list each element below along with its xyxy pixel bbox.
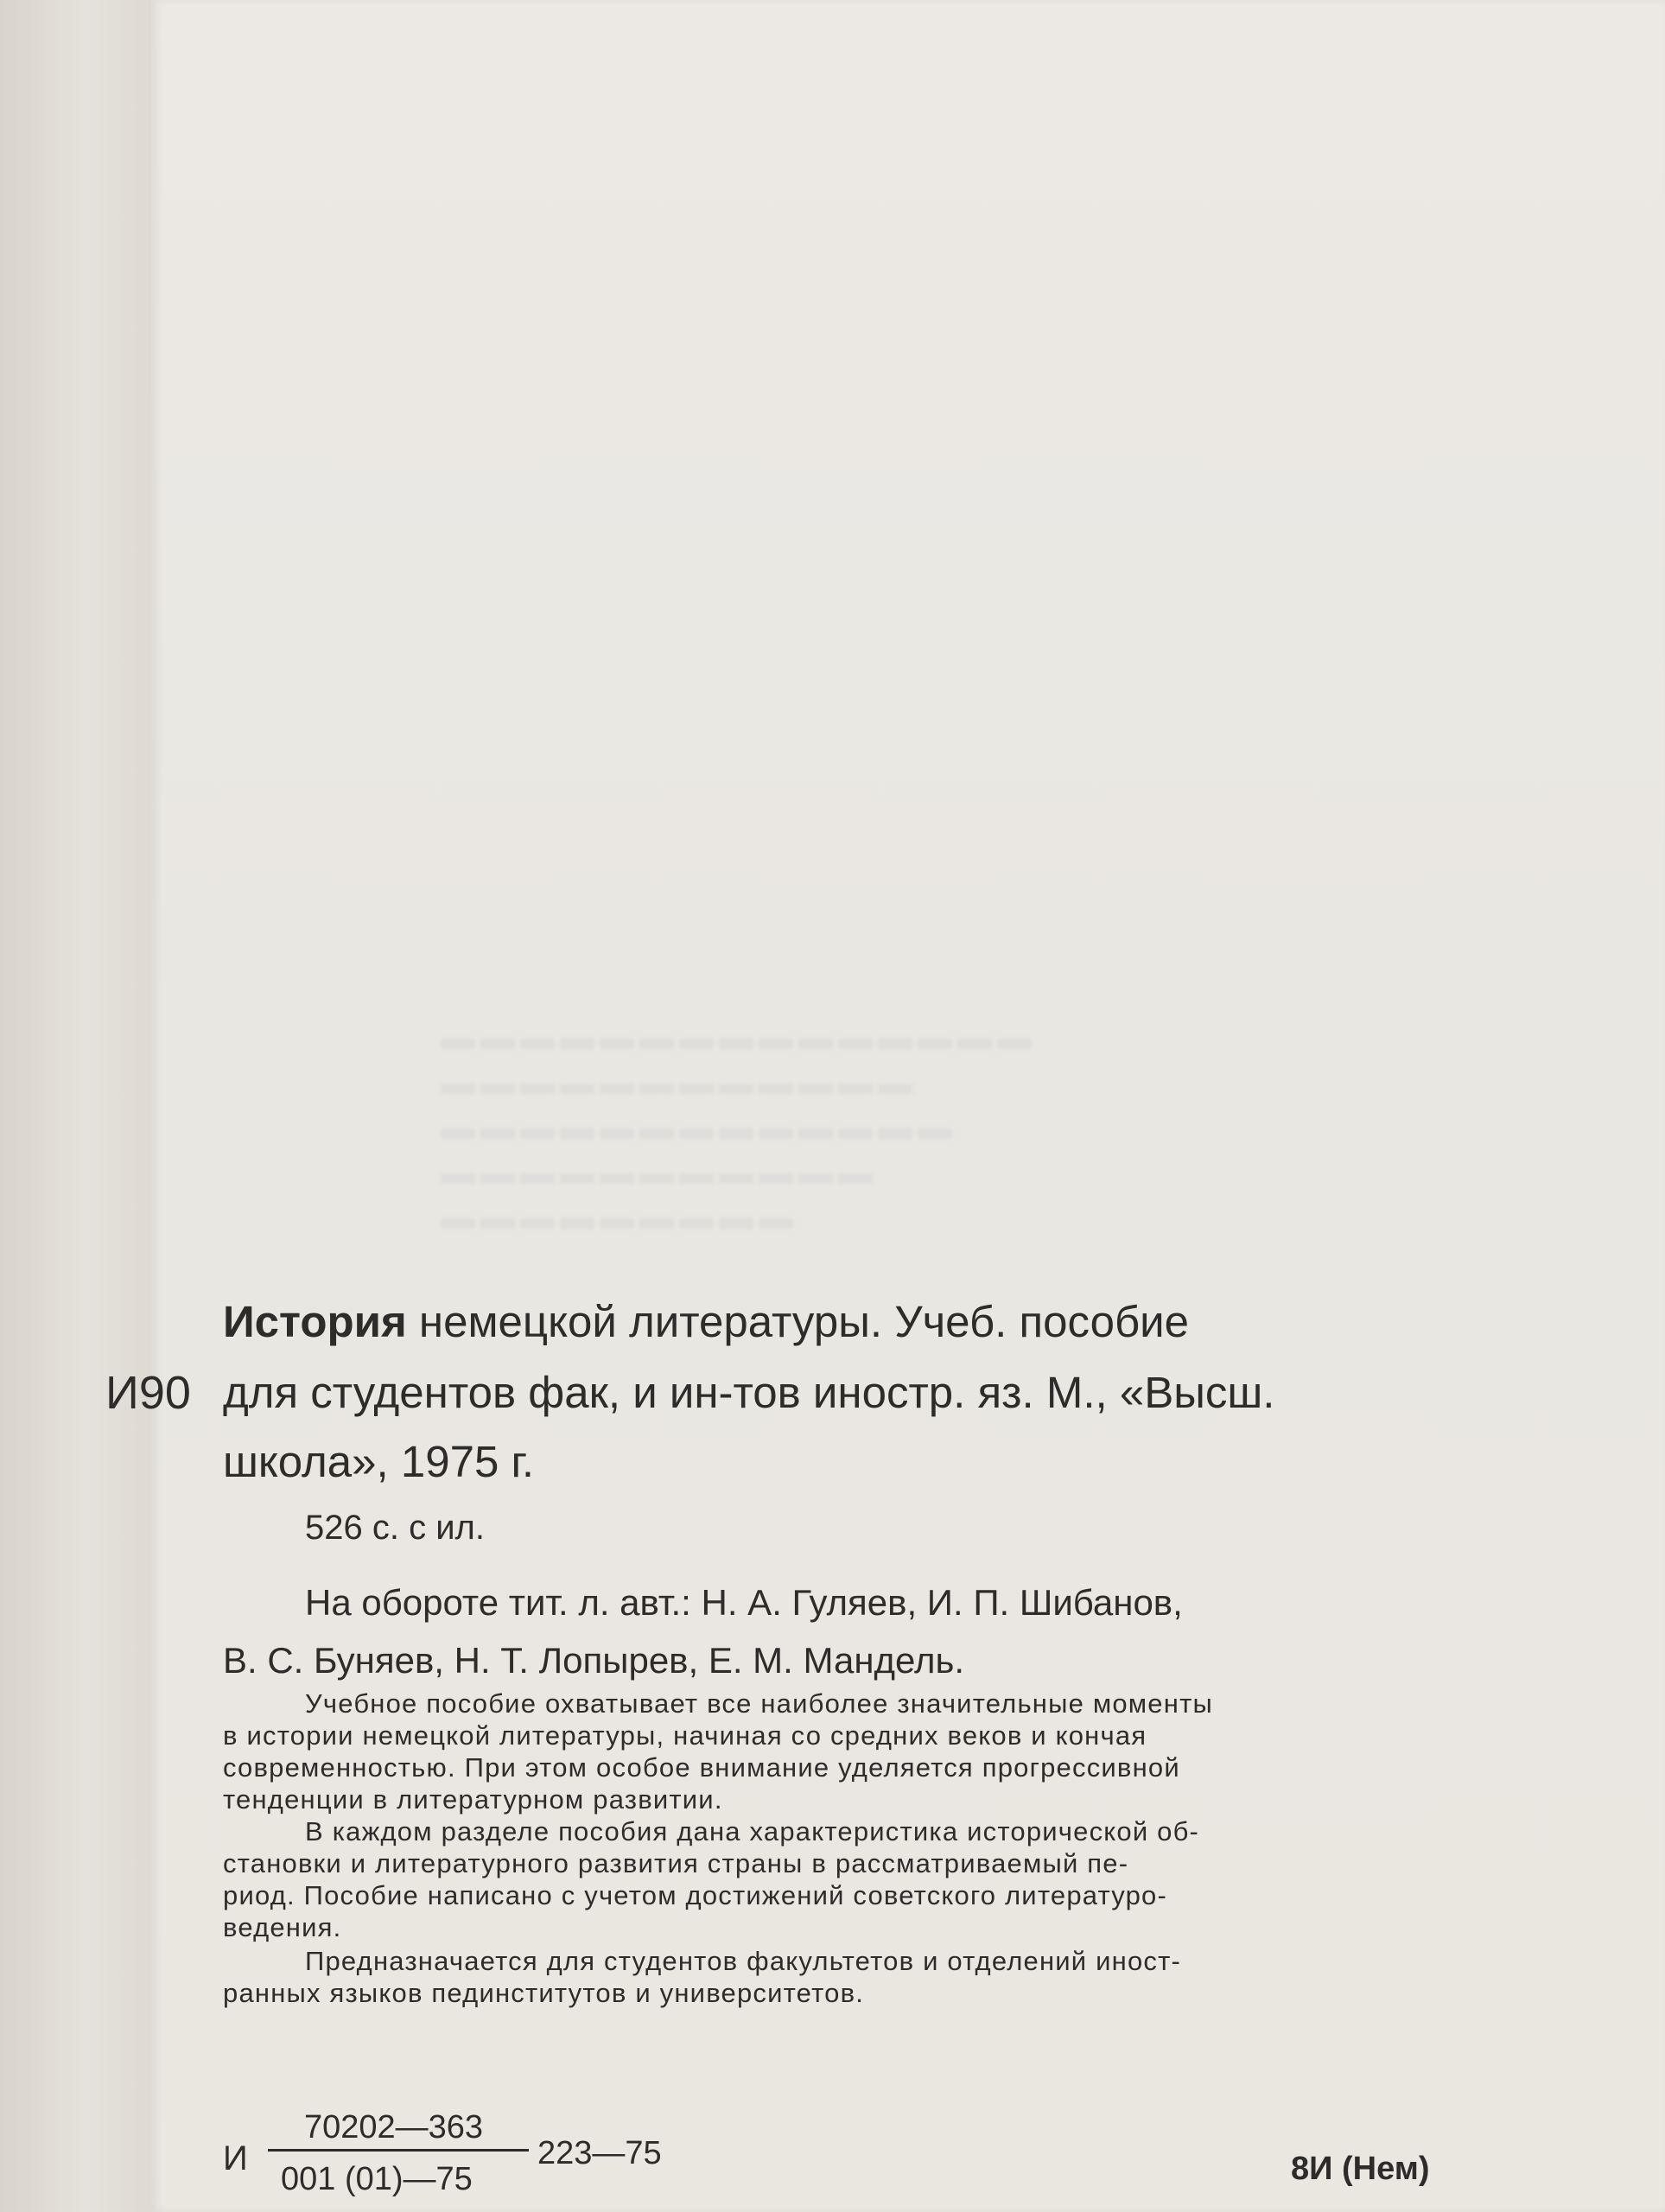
book-gutter: [0, 0, 151, 2212]
abstract-line: риод. Пособие написано с учетом достижений советского литературо-: [223, 1880, 1168, 1910]
entry-title-rest: немецкой литературы. Учеб. пособие: [406, 1297, 1189, 1346]
entry-pages: 526 с. с ил.: [305, 1509, 485, 1547]
entry-description-line: школа», 1975 г.: [223, 1437, 535, 1486]
abstract-line: современностью. При этом особое внимание уделяется прогрессивной: [223, 1752, 1180, 1783]
bbk-code: 223—75: [537, 2135, 662, 2171]
bbk-fraction-bar: [268, 2149, 529, 2152]
abstract-line: в истории немецкой литературы, начиная со средних веков и кончая: [223, 1720, 1147, 1751]
entry-title-line: [223, 1296, 1189, 1348]
bbk-index: 8И (Нем): [1291, 2151, 1430, 2187]
abstract-line: В каждом разделе пособия дана характеристика исторической об-: [305, 1816, 1200, 1847]
entry-authors-line: На обороте тит. л. авт.: Н. А. Гуляев, И. П. Шибанов,: [305, 1582, 1183, 1623]
show-through-ghost: ▬▬▬▬▬▬▬▬▬▬▬▬▬▬▬ ▬▬▬▬▬▬▬▬▬▬▬▬ ▬▬▬▬▬▬▬▬▬▬▬▬▬ ▬▬▬▬▬▬▬▬▬▬▬ ▬▬▬▬▬▬▬▬▬: [441, 1018, 1037, 1236]
bbk-denominator: 001 (01)—75: [281, 2161, 473, 2197]
abstract-line: Учебное пособие охватывает все наиболее значительные моменты: [305, 1688, 1213, 1719]
abstract-line: Предназначается для студентов факультетов и отделений иност-: [305, 1946, 1182, 1976]
entry-authors-line: В. С. Буняев, Н. Т. Лопырев, Е. М. Мандель.: [223, 1640, 965, 1681]
bbk-numerator: 70202—363: [304, 2109, 484, 2145]
abstract-line: ранных языков пединститутов и университетов.: [223, 1978, 865, 2008]
class-mark: И90: [105, 1367, 191, 1419]
abstract-line: становки и литературного развития страны в рассматриваемый пе-: [223, 1848, 1129, 1878]
entry-title-word: История: [223, 1297, 407, 1346]
abstract-line: тенденции в литературном развитии.: [223, 1784, 723, 1815]
entry-description-line: для студентов фак, и ин-тов иностр. яз. М., «Высш.: [223, 1368, 1275, 1417]
bbk-letter: И: [223, 2139, 248, 2177]
abstract-line: ведения.: [223, 1912, 342, 1942]
